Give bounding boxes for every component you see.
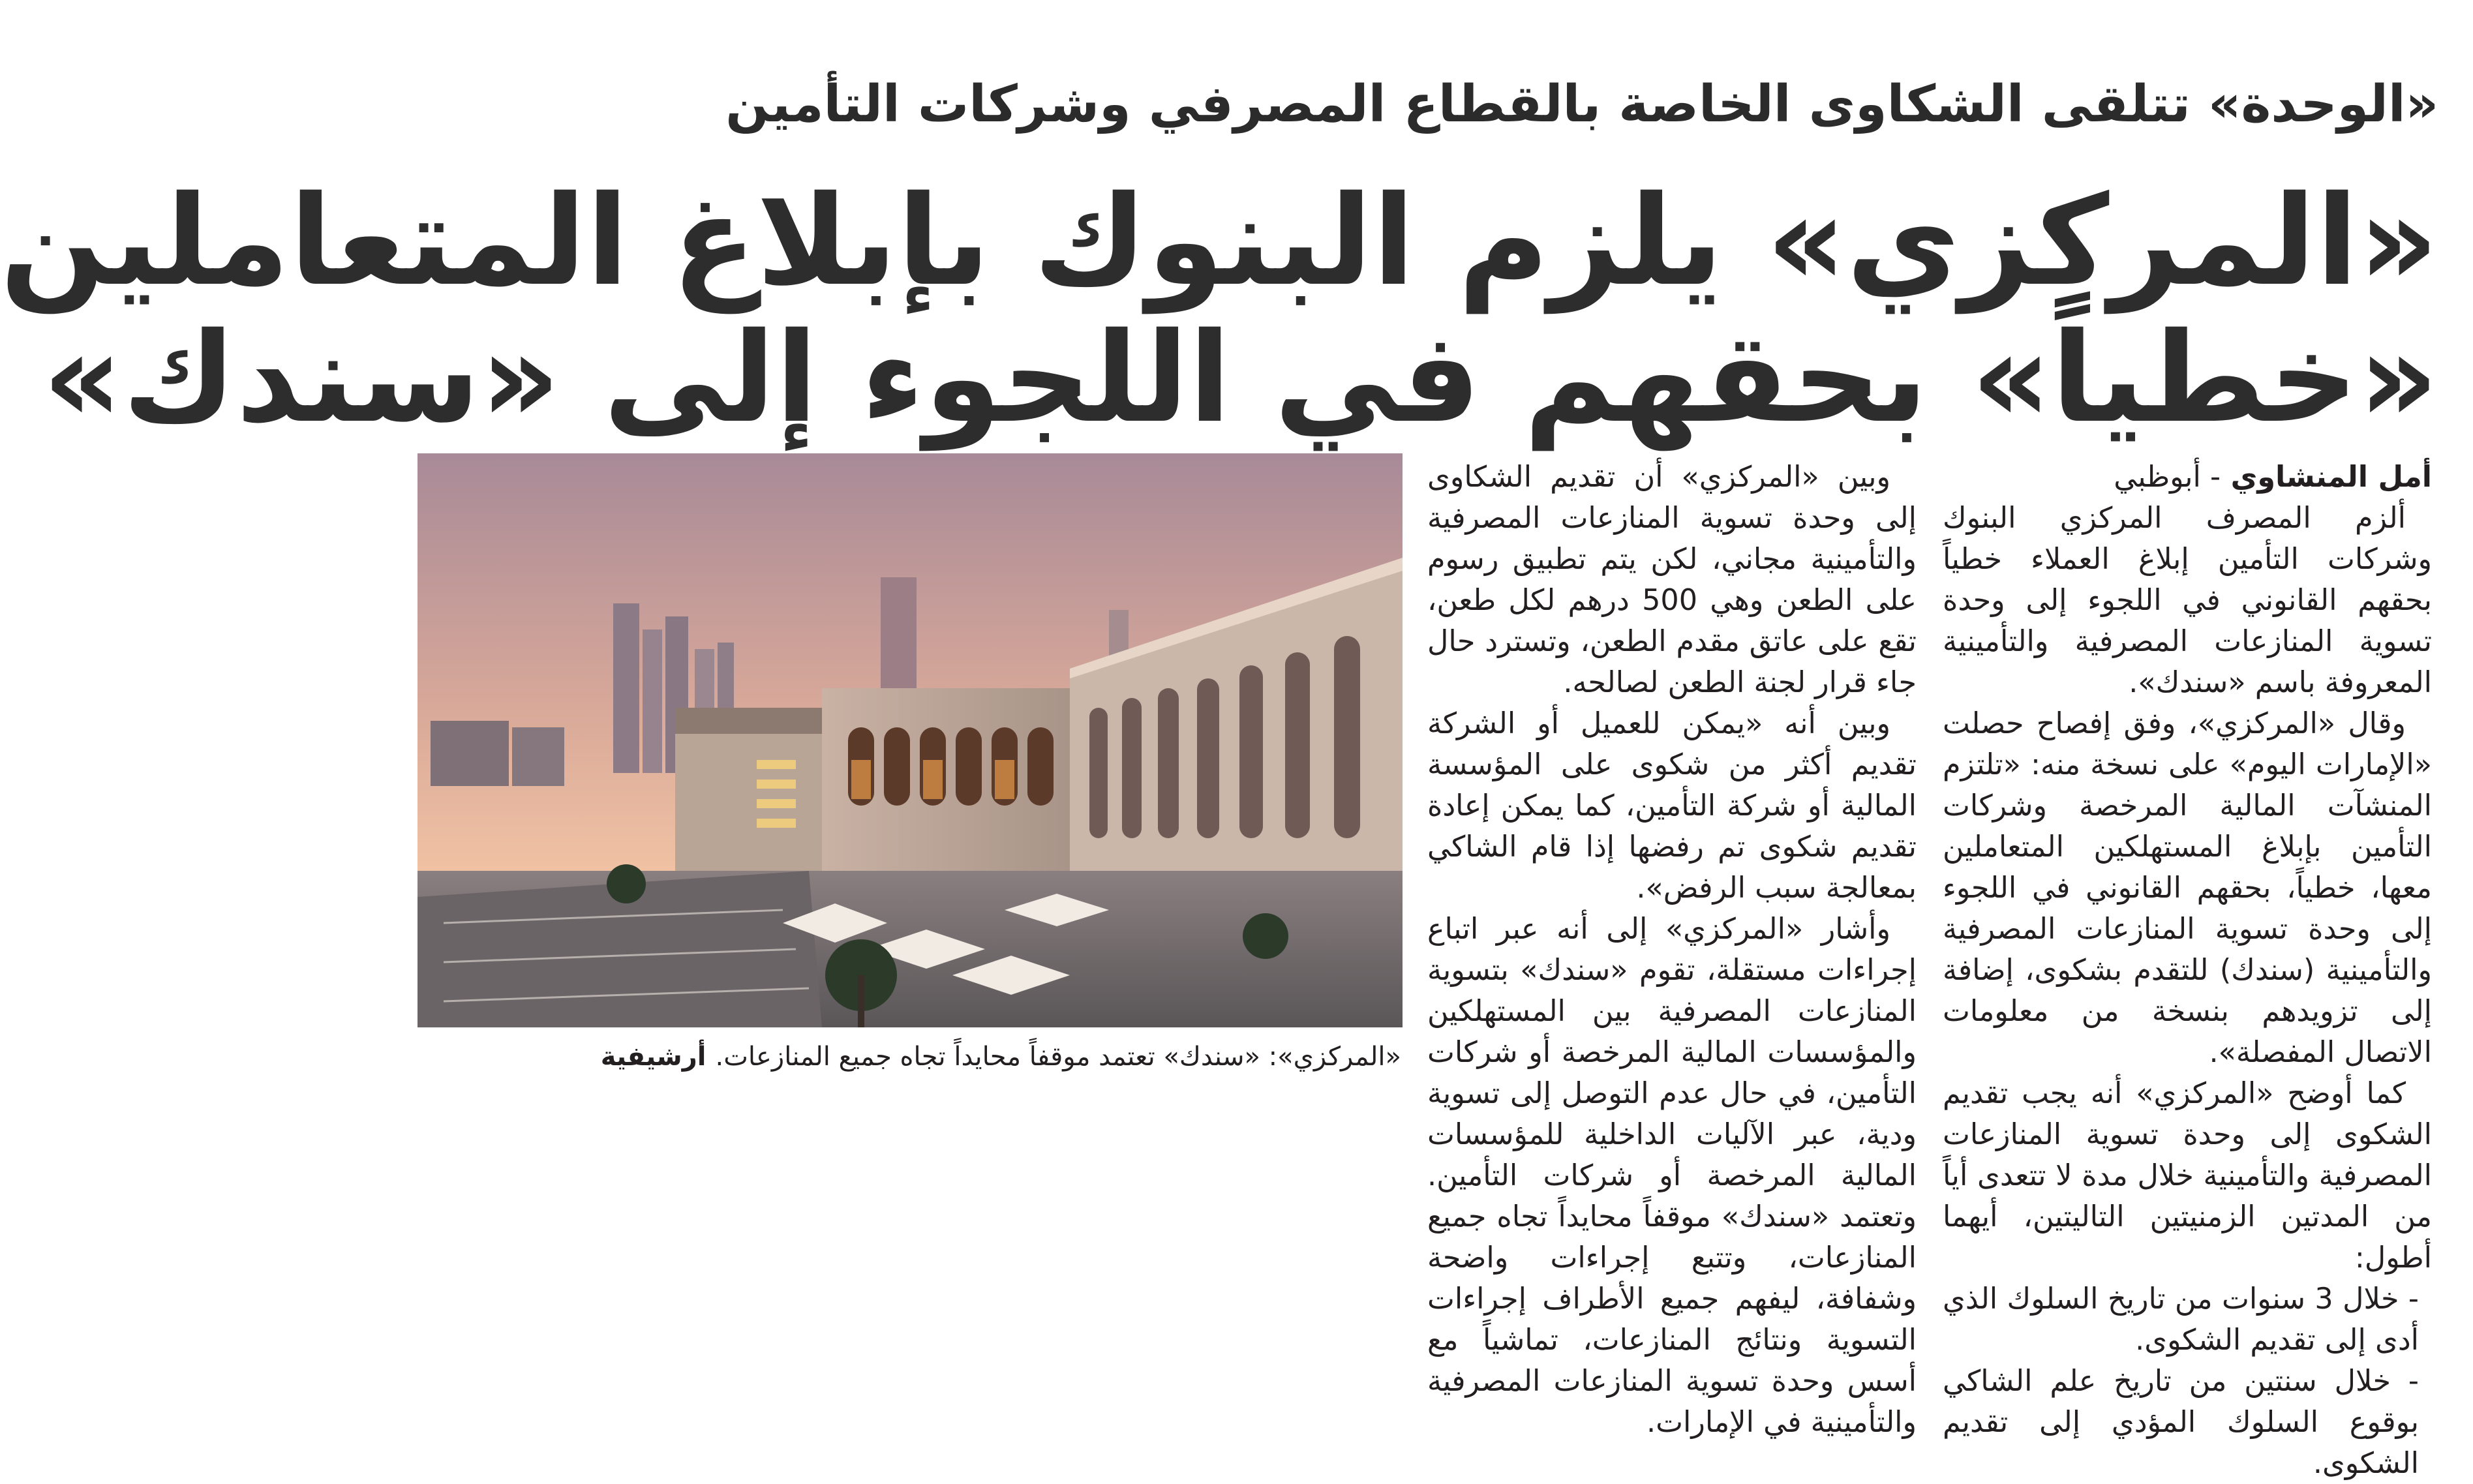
article-kicker: «الوحدة» تتلقى الشكاوى الخاصة بالقطاع المصرفي وشركات التأمين — [725, 75, 2438, 134]
headline-line-1: «المركزي» يلزم البنوك بإبلاغ المتعاملين — [0, 169, 2438, 313]
paragraph: وأشار «المركزي» إلى أنه عبر اتباع إجراءات مستقلة، تقوم «سندك» بتسوية المنازعات المصرفية بين المستهلكين والمؤسسات المالية المرخصة أو شركات التأمين، في حال عدم التوصل إلى تسوية ودية، عبر الآليات الداخلية للمؤسسات المالية المرخصة أو شركات التأمين. وتعتمد «سندك» موقفاً محايداً تجاه جميع المنازعات، وتتبع إجراءات واضحة وشفافة، ليفهم جميع الأطراف إجراءات التسوية ونتائج المنازعات، تماشياً مع أسس وحدة تسوية المنازعات المصرفية والتأمينية في الإمارات. — [1427, 913, 1917, 1439]
central-bank-building-image — [417, 453, 1403, 1027]
paragraph: ألزم المصرف المركزي البنوك وشركات التأمين إبلاغ العملاء خطياً بحقهم القانوني في اللجوء إلى وحدة تسوية المنازعات المصرفية والتأمينية المعروفة باسم «سندك». — [1943, 502, 2432, 699]
paragraph: وبين أنه «يمكن للعميل أو الشركة تقديم أكثر من شكوى على المؤسسة المالية أو شركة التأمين، كما يمكن إعادة تقديم شكوى تم رفضها إذا قام الشاكي بمعالجة سبب الرفض». — [1427, 707, 1917, 905]
photo-credit: أرشيفية — [600, 1042, 706, 1072]
byline — [1943, 457, 2432, 498]
paragraph: كما أوضح «المركزي» أنه يجب تقديم الشكوى إلى وحدة تسوية المنازعات المصرفية والتأمينية خلال مدة لا تتعدى أياً من المدتين الزمنيتين التاليتين، أيهما أطول: — [1943, 1077, 2432, 1275]
paragraph: وبين «المركزي» أن تقديم الشكاوى إلى وحدة تسوية المنازعات المصرفية والتأمينية مجاني، لكن يتم تطبيق رسوم على الطعن وهي 500 درهم لكل طعن، تقع على عاتق مقدم الطعن، وتسترد حال جاء قرار لجنة الطعن لصالحه. — [1427, 461, 1917, 699]
article-column-right — [1943, 457, 2432, 1480]
dateline-location: - أبوظبي — [2114, 461, 2221, 494]
article-column-middle — [1427, 457, 1917, 1439]
paragraph: وقال «المركزي»، وفق إفصاح حصلت «الإمارات اليوم» على نسخة منه: «تلتزم المنشآت المالية المرخصة وشركات التأمين بإبلاغ المستهلكين المتعاملين معها، خطياً، بحقهم القانوني في اللجوء إلى وحدة تسوية المنازعات المصرفية والتأمينية (سندك) للتقدم بشكوى، إضافة إلى تزويدهم بنسخة من معلومات الاتصال المفصلة». — [1943, 707, 2432, 1069]
headline-line-2: «خطياً» بحقهم في اللجوء إلى «سندك» — [42, 306, 2438, 450]
article-headline — [0, 169, 2438, 450]
caption-text: «المركزي»: «سندك» تعتمد موقفاً محايداً تجاه جميع المنازعات. — [715, 1042, 1401, 1072]
author-name: أمل المنشاوي — [2230, 461, 2432, 494]
photo-caption — [600, 1034, 1401, 1080]
article-photo — [417, 453, 1403, 1027]
bullet-item: - خلال 3 سنوات من تاريخ السلوك الذي أدى إلى تقديم الشكوى. — [1943, 1282, 2419, 1357]
bullet-item: - خلال سنتين من تاريخ علم الشاكي بوقوع السلوك المؤدي إلى تقديم الشكوى. — [1943, 1365, 2419, 1480]
